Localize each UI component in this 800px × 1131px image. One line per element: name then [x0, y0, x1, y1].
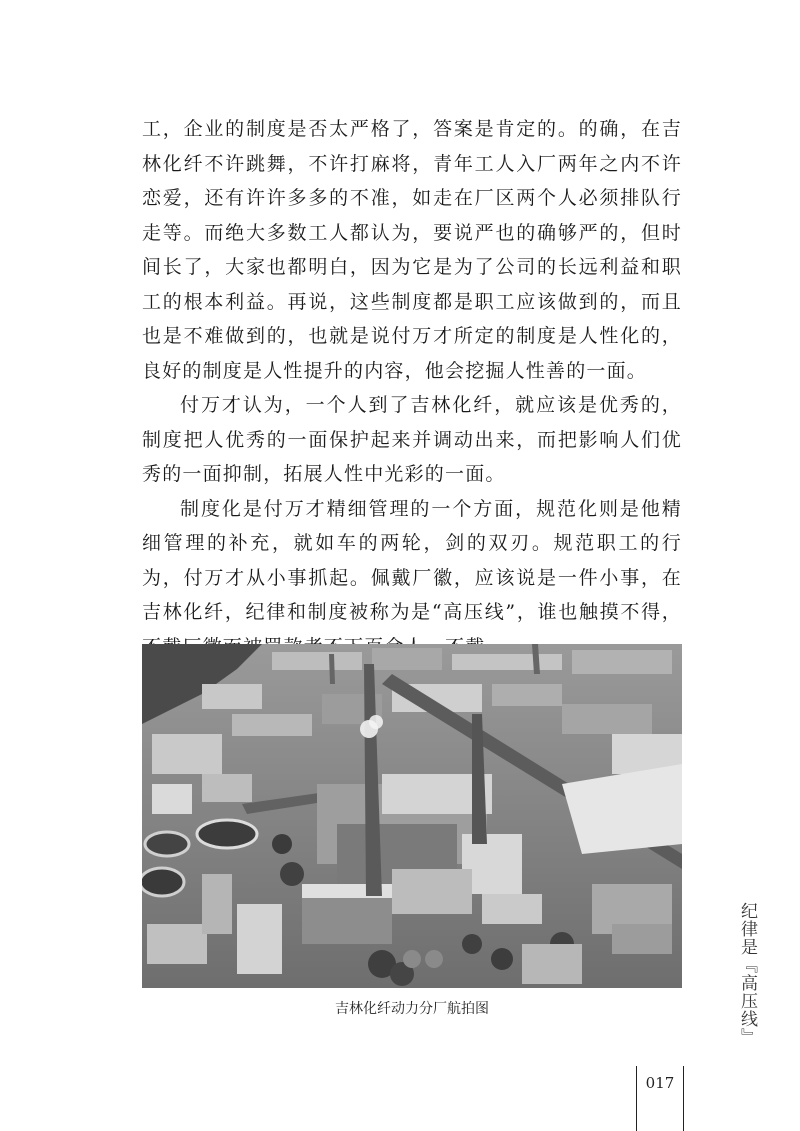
page-number: 017: [645, 1074, 675, 1092]
paragraph-1: 工，企业的制度是否太严格了，答案是肯定的。的确，在吉林化纤不许跳舞，不许打麻将，青年工人入厂两年之内不许恋爱，还有许许多多的不准，如走在厂区两个人必须排队行走等。而绝大多数工人都认为，要说严也的确够严的，但时间长了，大家也都明白，因为它是为了公司的长远利益和职工的根本利益。再说，这些制度都是职工应该做到的，而且也是不难做到的，也就是说付万才所定的制度是人性化的，良好的制度是人性提升的内容，他会挖掘人性善的一面。: [142, 118, 682, 382]
page-number-box: [636, 1066, 684, 1131]
chapter-side-title: 纪律是『高压线』: [737, 902, 757, 1046]
paragraph-3: 制度化是付万才精细管理的一个方面，规范化则是他精细管理的补充，就如车的两轮，剑的双刃。规范职工的行为，付万才从小事抓起。佩戴厂徽，应该说是一件小事，在吉林化纤，纪律和制度被称为是“高压线”，谁也触摸不得，: [142, 497, 682, 623]
aerial-photo: [142, 644, 682, 988]
body-text: [142, 112, 682, 664]
paragraph-2: 付万才认为，一个人到了吉林化纤，就应该是优秀的，制度把人优秀的一面保护起来并调动出来，而把影响人们优秀的一面抑制，拓展人性中光彩的一面。: [142, 394, 682, 485]
photo-caption: 吉林化纤动力分厂航拍图: [335, 1001, 489, 1017]
